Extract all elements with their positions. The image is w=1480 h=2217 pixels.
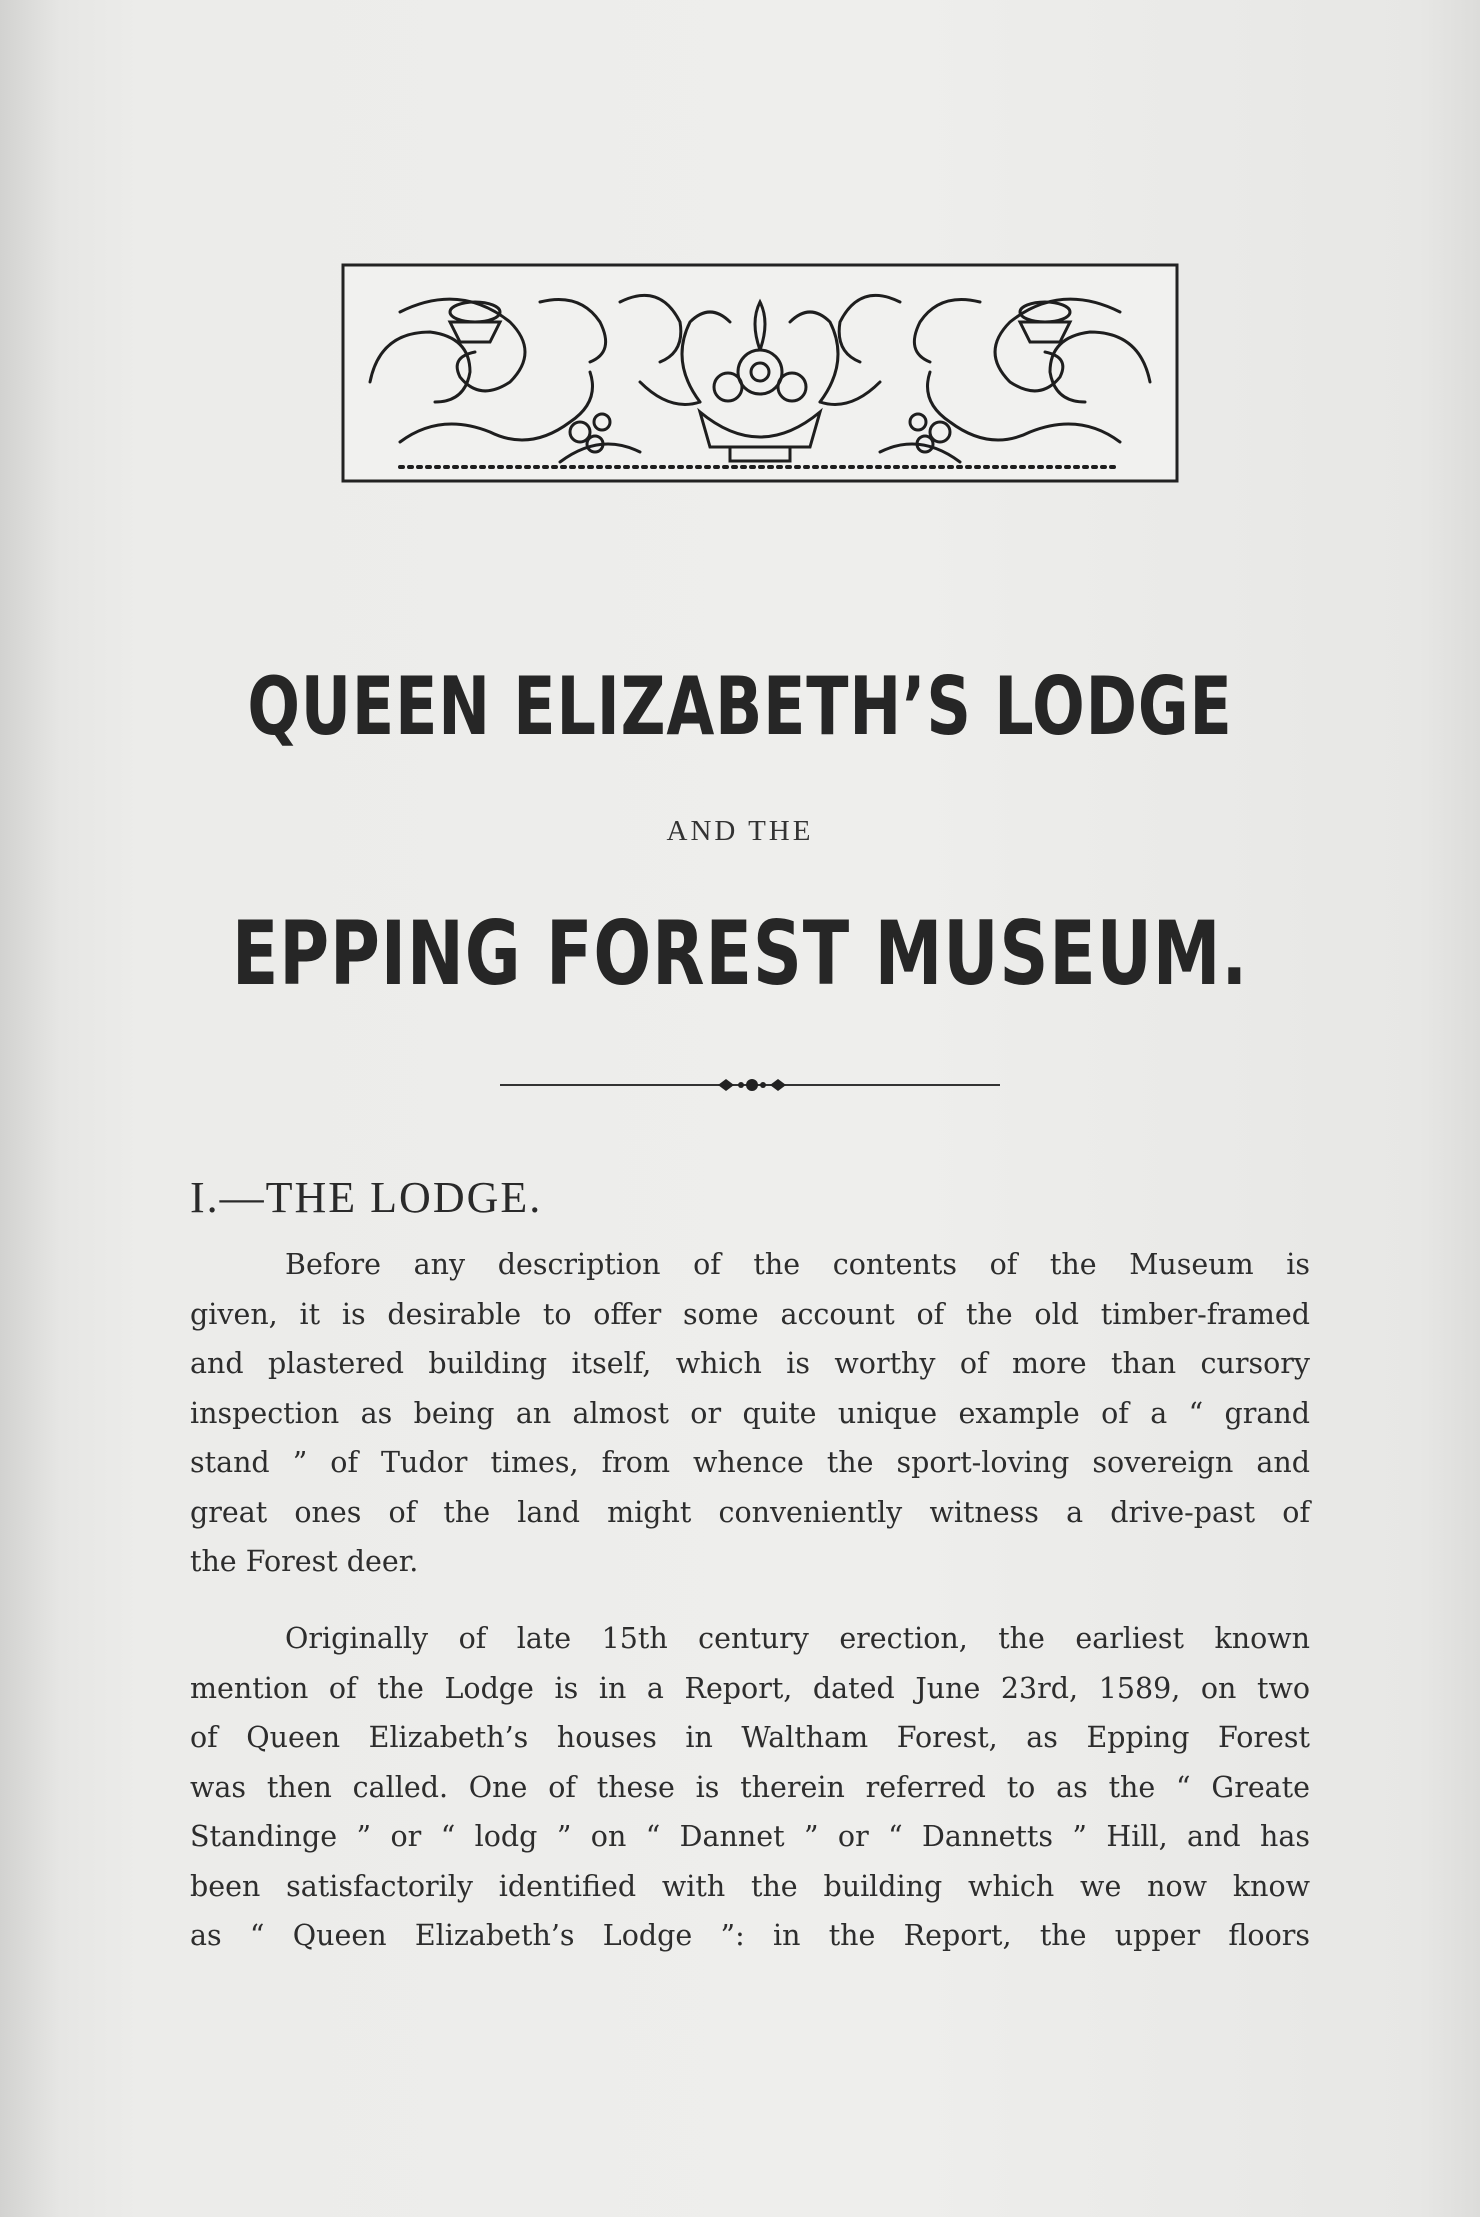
paragraph-line: stand ” of Tudor times, from whence the sport-loving sovereign and (190, 1446, 1310, 1479)
paragraph-line: Before any description of the contents of the Museum is (285, 1248, 1310, 1281)
section-heading: I.—THE LODGE. (190, 1173, 543, 1222)
paragraph-line: as “ Queen Elizabeth’s Lodge ”: in the Report, the upper floors (190, 1919, 1310, 1952)
paragraph-line: the Forest deer. (190, 1545, 419, 1578)
paragraph-1 (190, 1240, 1310, 1587)
paragraph-line: mention of the Lodge is in a Report, dated June 23rd, 1589, on two (190, 1671, 1310, 1705)
paragraph-line: great ones of the land might conveniently witness a drive-past of (190, 1495, 1310, 1529)
paragraph-line: Standinge ” or “ lodg ” on “ Dannet ” or “ Dannetts ” Hill, and has (190, 1820, 1310, 1853)
title-line-2: EPPING FOREST MUSEUM. (231, 902, 1249, 1005)
paragraph-line: been satisfactorily identified with the building which we now know (190, 1869, 1310, 1903)
paragraph-line: given, it is desirable to offer some account of the old timber-framed (190, 1297, 1310, 1331)
diamond-rule-icon (500, 1070, 1000, 1100)
paragraph-2 (190, 1614, 1310, 1961)
paragraph-line: Originally of late 15th century erection, the earliest known (285, 1622, 1310, 1655)
paragraph-line: and plastered building itself, which is worthy of more than cursory (190, 1347, 1310, 1380)
title-connector: AND THE (666, 815, 814, 847)
ornamental-headpiece-icon (340, 262, 1180, 484)
title-line-1: QUEEN ELIZABETH’S LODGE (247, 660, 1233, 753)
paragraph-line: of Queen Elizabeth’s houses in Waltham Forest, as Epping Forest (190, 1721, 1310, 1754)
paragraph-line: was then called. One of these is therein referred to as the “ Greate (190, 1770, 1310, 1804)
paragraph-line: inspection as being an almost or quite unique example of a “ grand (190, 1396, 1310, 1430)
